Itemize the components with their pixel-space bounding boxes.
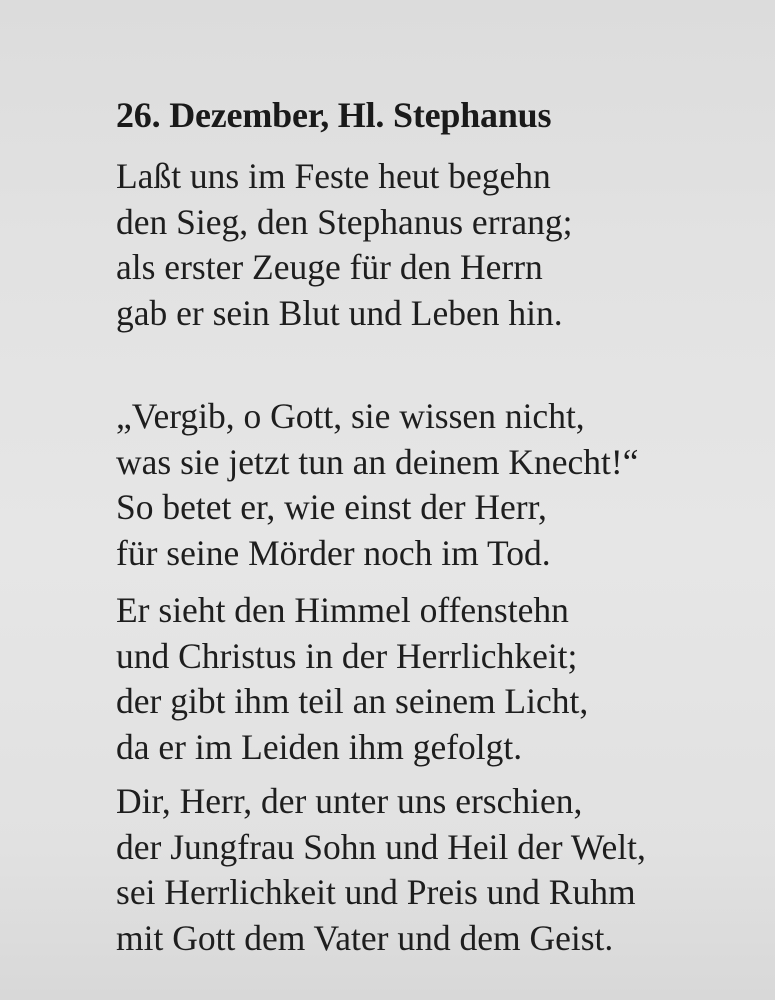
stanza-2 (116, 394, 638, 576)
stanza-line: der Jungfrau Sohn und Heil der Welt, (116, 826, 646, 867)
stanza-3 (116, 588, 588, 770)
stanza-4 (116, 779, 646, 961)
stanza-line: Laßt uns im Feste heut begehn (116, 156, 551, 196)
stanza-1 (116, 154, 572, 336)
stanza-line: mit Gott dem Vater und dem Geist. (116, 917, 614, 958)
stanza-line: den Sieg, den Stephanus errang; (116, 201, 573, 242)
stanza-line: was sie jetzt tun an deinem Knecht!“ (116, 441, 639, 482)
stanza-line: „Vergib, o Gott, sie wissen nicht, (116, 396, 585, 436)
stanza-line: für seine Mörder noch im Tod. (116, 532, 551, 573)
stanza-line: So betet er, wie einst der Herr, (116, 487, 547, 527)
stanza-line: Er sieht den Himmel offenstehn (116, 590, 569, 630)
stanza-line: Dir, Herr, der unter uns erschien, (116, 781, 583, 821)
stanza-line: gab er sein Blut und Leben hin. (116, 292, 563, 333)
section-heading: 26. Dezember, Hl. Stephanus (116, 95, 552, 135)
stanza-line: der gibt ihm teil an seinem Licht, (116, 681, 589, 721)
stanza-line: als erster Zeuge für den Herrn (116, 247, 543, 287)
stanza-line: und Christus in der Herrlichkeit; (116, 635, 578, 676)
stanza-line: sei Herrlichkeit und Preis und Ruhm (116, 872, 636, 912)
stanza-line: da er im Leiden ihm gefolgt. (116, 726, 523, 767)
